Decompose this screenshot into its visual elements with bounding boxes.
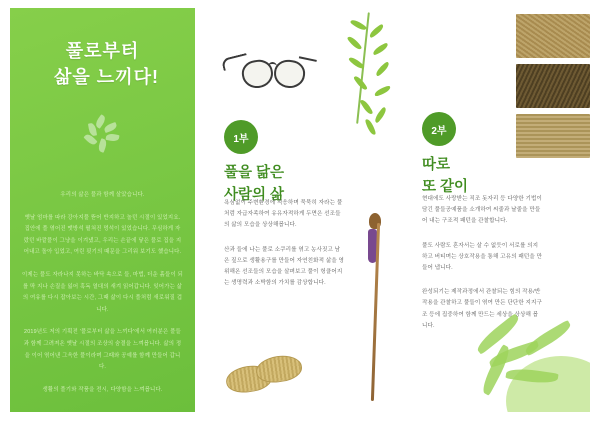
left-paragraph: 옛날 엄마를 따라 강아지풀 뜯어 반지하고 놀던 시절이 있었지요. 집안에 풀 엮어진 맷방석 펼쳐진 멍석이 있었습니다. 무심하게 자랐던 바깥풀이 그냥을 이겨냈고, 우리는 손끝에 닿은 풀로 집을 지어내고 돌아 입었고, 여린 핏기의 때문을 그리워 보기도 했습니다. (23, 214, 182, 256)
section-1-badge: 1부 (224, 120, 258, 154)
section-2-header (422, 112, 542, 199)
woven-mat-swatch-dark (516, 64, 590, 108)
left-paragraph: 우리의 삶은 풀과 함께 살았습니다. (60, 192, 145, 198)
section-1-title-line-1: 풀을 닮은 (224, 165, 285, 181)
section-1-header (224, 120, 344, 207)
right-panel (408, 8, 590, 412)
section-2-badge: 2부 (422, 112, 456, 146)
middle-panel (200, 8, 405, 412)
section-2-title-line-1: 따로 (422, 157, 451, 173)
section-1-paragraph: 산과 들에 나는 풀로 소쿠리를 엮고 농사짓고 남은 짚으로 생활용구를 만들어 자연친화적 삶을 영위해온 선조들의 모습을 살펴보고 풀이 헝클어지는 생명력과 소박함의 가치를 감상합니다. (224, 246, 344, 287)
section-1-paragraph: 욕심없이 주변환경에 적응하며 묵묵히 자라는 풀처럼 자급자족하여 유유자적하게 두면은 선조들의 삶의 모습을 상상해봅니다. (224, 200, 343, 229)
walking-stick-icon (368, 213, 384, 401)
brochure-title (10, 38, 195, 90)
left-body-text (10, 190, 195, 408)
leaf-sprig-icon (72, 118, 132, 152)
section-2-title (422, 155, 542, 199)
foliage-decoration (466, 302, 590, 412)
left-paragraph: 생활의 풀기와 작품을 전시, 다양함을 느껴봅니다. (42, 386, 163, 393)
title-line-2: 삶을 느끼다! (54, 67, 159, 88)
section-1-title-line-2: 사람의 삶 (224, 186, 285, 203)
section-2-paragraph: 완성되기는 제작과정에서 관찰되는 힘의 작용/반작용을 관찰하고 풀들이 엮여 만든 단단한 지지구조 등에 집중하여 함께 만드는 세상을 상상해 봅니다. (422, 289, 542, 329)
title-line-1: 풀로부터 (65, 41, 140, 61)
glasses-icon (222, 44, 318, 90)
straw-shoes-icon (226, 348, 304, 400)
left-paragraph: 이제는 풀도 자라나지 못하는 바닥 속으로 들, 마법, 더운 흙들이 되를 딱 지나 손질을 잃어 혹독 열대의 새겨 읽어갑니다. 잊어가는 삶의 여유를 다시 잡아보는 시간, 그때 삶이 다시 풀처럼 새로워질 겁니다. (22, 272, 183, 313)
left-paragraph: 2019년도 저의 기획전 '풀로부터 삶을 느끼다'에서 여러분은 풀들과 함께 그려져온 옛날 시절의 조상의 숨결을 느껴봅니다. 삶의 정을 이어 엮어낸 그윽한 풀이라며 그때와 공예를 함께 만들어 갑니다. (23, 329, 182, 371)
woven-mat-swatch-light (516, 14, 590, 58)
section-1-body (224, 198, 344, 302)
left-green-panel (10, 8, 195, 412)
section-2-title-line-2: 또 같이 (422, 178, 469, 195)
section-2-paragraph: 풀도 사람도 혼자서는 살 수 없듯이 서로를 의지하고 버티며는 상호작용을 통해 고유의 패턴을 만들어 냅니다. (422, 242, 542, 271)
section-2-paragraph: 현대에도 사랑받는 직조 돗자리 등 다양한 기법이 담긴 풀들공예품을 소개하여 씨줄과 날줄을 만들어 내는 구조적 패턴을 관찰합니다. (422, 196, 542, 225)
